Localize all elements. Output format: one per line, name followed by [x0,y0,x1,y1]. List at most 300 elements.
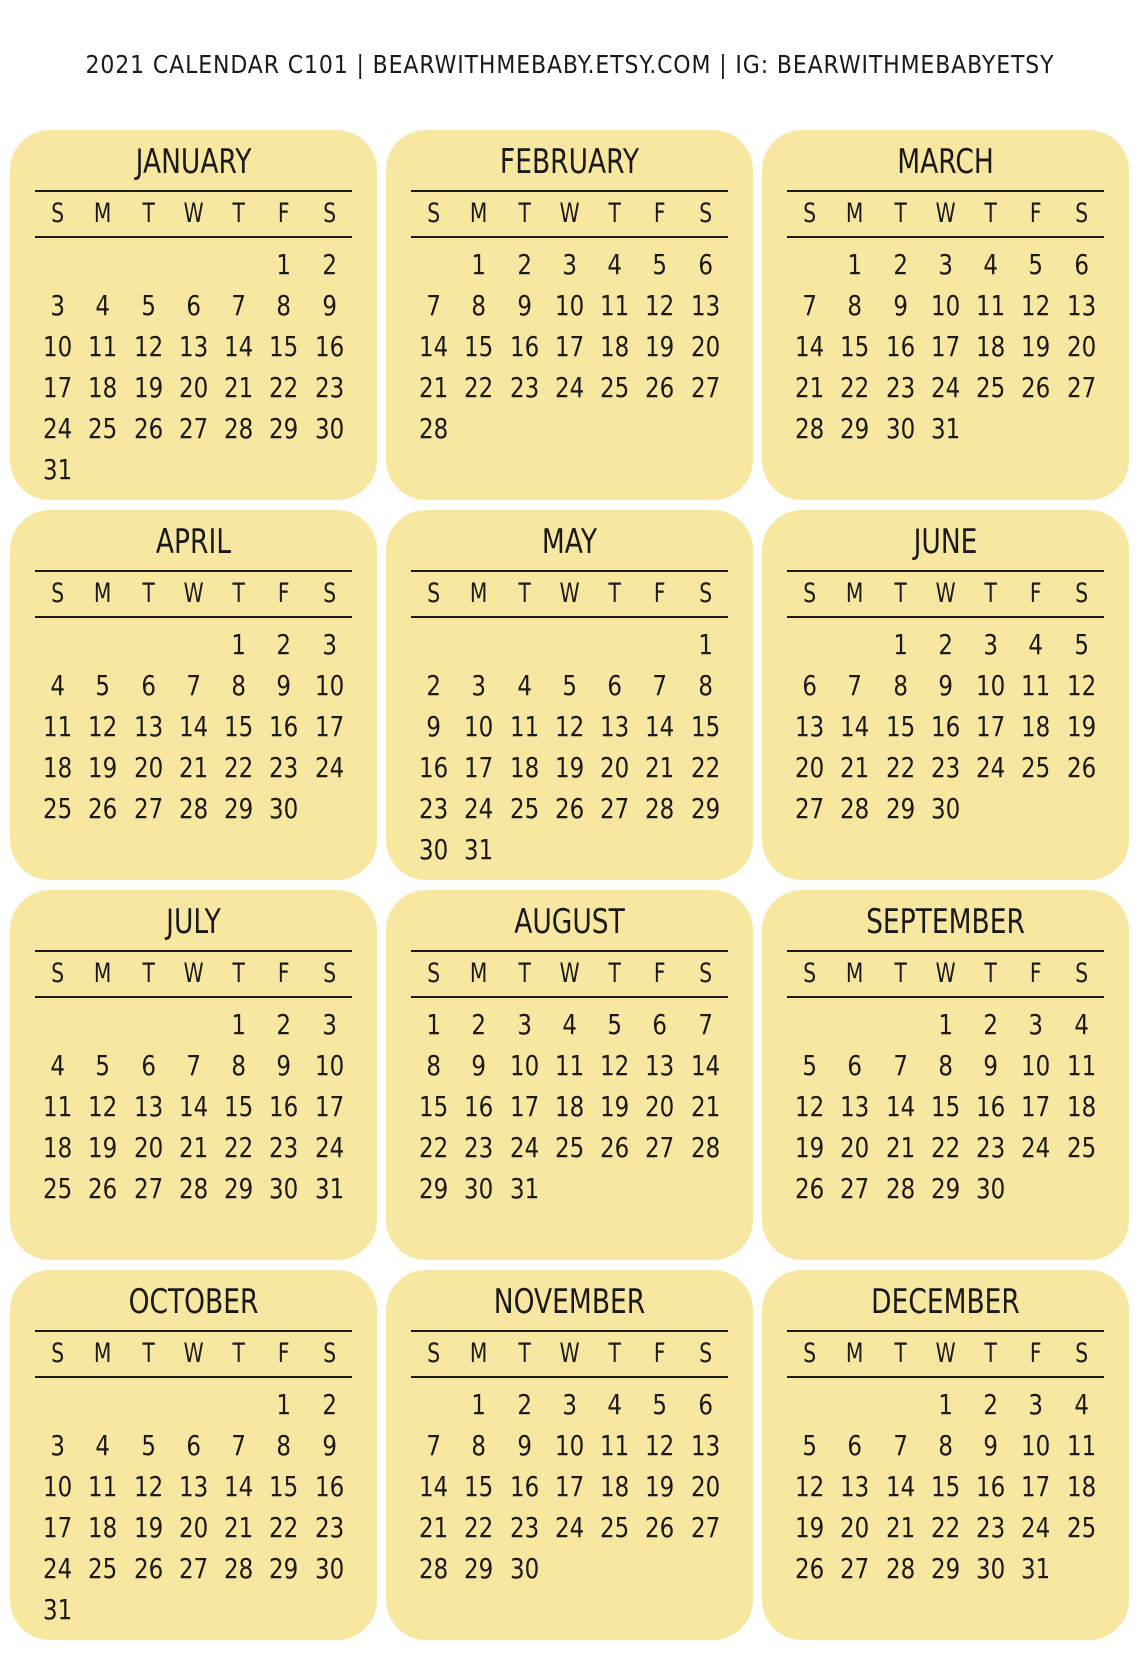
day-number: 23 [976,1511,1006,1544]
empty-cell [80,624,125,665]
day-number: 25 [600,371,630,404]
day-number: 11 [600,1429,630,1462]
day-number: 31 [930,412,961,445]
day-number: 1 [231,628,247,661]
day-number: 19 [133,371,163,404]
day-number: 25 [1066,1511,1096,1544]
day-number: 12 [645,1429,675,1462]
day-number: 21 [885,1511,915,1544]
day-number: 22 [419,1131,449,1164]
day-number: 4 [983,248,999,281]
weekday-label: T [142,1338,155,1369]
day-number: 26 [645,1511,675,1544]
day-number: 2 [983,1008,999,1041]
day-number: 30 [419,833,449,866]
day-number: 5 [140,1429,156,1462]
day-number: 21 [224,1511,254,1544]
day-number: 1 [938,1388,953,1421]
weekday-label: M [846,578,864,609]
day-number: 30 [976,1172,1006,1205]
weekday-label: W [935,198,956,229]
day-number: 28 [645,792,675,825]
day-number: 21 [419,1511,449,1544]
day-number: 25 [554,1131,585,1164]
weekday-label: T [142,578,155,609]
day-grid [411,618,728,870]
day-number: 16 [314,1470,344,1503]
weekday-label: W [559,198,580,229]
day-number: 31 [314,1172,344,1205]
empty-cell [502,624,547,665]
month-title: SEPTEMBER [866,902,1025,942]
day-number: 8 [847,289,863,322]
weekday-label: T [518,198,531,229]
day-number: 2 [322,1388,337,1421]
day-number: 2 [983,1388,999,1421]
month-title: APRIL [155,522,232,562]
day-number: 9 [983,1429,999,1462]
day-number: 13 [840,1090,870,1123]
empty-cell [787,244,832,285]
weekday-label: S [698,958,712,989]
day-number: 11 [88,1470,118,1503]
day-number: 26 [1021,371,1051,404]
day-number: 15 [464,1470,494,1503]
day-number: 18 [1066,1090,1096,1123]
day-number: 20 [645,1090,675,1123]
day-number: 18 [554,1090,585,1123]
day-number: 20 [795,751,825,784]
day-number: 22 [930,1511,961,1544]
day-number: 19 [795,1511,825,1544]
day-grid [35,238,352,490]
weekday-label: F [654,958,666,989]
day-grid [787,238,1104,449]
weekday-label: W [559,1338,580,1369]
day-number: 28 [885,1552,915,1585]
day-number: 27 [690,371,720,404]
day-number: 21 [178,1131,209,1164]
day-number: 11 [1021,669,1051,702]
day-number: 21 [645,751,675,784]
day-number: 16 [509,330,539,363]
day-number: 13 [690,1429,720,1462]
day-number: 26 [600,1131,630,1164]
day-number: 30 [885,412,915,445]
day-number: 15 [464,330,494,363]
day-number: 15 [269,1470,299,1503]
month-card-july [10,890,377,1260]
day-number: 3 [50,1429,65,1462]
day-number: 3 [562,1388,577,1421]
day-number: 7 [231,289,247,322]
day-number: 27 [600,792,630,825]
month-title: MAY [541,522,598,562]
day-number: 20 [600,751,630,784]
day-number: 26 [795,1552,825,1585]
weekday-label: S [698,578,712,609]
month-card-november [386,1270,753,1640]
day-grid [35,998,352,1209]
month-card-april [10,510,377,880]
weekday-label: T [984,198,997,229]
month-card-march [762,130,1129,500]
day-number: 3 [471,669,487,702]
weekday-header [787,950,1104,998]
weekday-label: M [846,198,864,229]
day-number: 24 [554,371,585,404]
day-number: 11 [976,289,1006,322]
day-number: 14 [419,1470,449,1503]
weekday-label: T [608,578,621,609]
day-number: 28 [178,1172,209,1205]
day-number: 19 [554,751,585,784]
day-number: 11 [43,1090,73,1123]
day-number: 8 [938,1429,953,1462]
weekday-label: M [470,958,488,989]
day-number: 7 [186,669,201,702]
day-number: 30 [269,1172,299,1205]
day-number: 21 [178,751,209,784]
empty-cell [787,624,832,665]
empty-cell [411,624,456,665]
day-number: 13 [133,1090,163,1123]
day-number: 27 [840,1172,870,1205]
empty-cell [171,244,216,285]
day-number: 6 [698,1388,713,1421]
day-number: 1 [471,248,487,281]
month-title: OCTOBER [128,1282,259,1322]
day-number: 1 [698,628,713,661]
day-number: 12 [133,1470,163,1503]
day-number: 13 [690,289,720,322]
weekday-header [35,570,352,618]
day-number: 19 [1066,710,1096,743]
weekday-header [411,570,728,618]
weekday-label: F [1030,1338,1042,1369]
weekday-label: T [608,1338,621,1369]
day-number: 1 [471,1388,487,1421]
weekday-label: M [94,958,112,989]
day-number: 5 [562,669,577,702]
day-number: 8 [892,669,908,702]
empty-cell [126,244,171,285]
day-number: 18 [600,330,630,363]
day-number: 17 [1021,1090,1051,1123]
day-number: 20 [690,1470,720,1503]
day-number: 2 [938,628,953,661]
day-number: 25 [600,1511,630,1544]
day-number: 19 [1021,330,1051,363]
month-card-june [762,510,1129,880]
day-number: 25 [88,1552,118,1585]
day-number: 15 [419,1090,449,1123]
day-number: 23 [509,1511,539,1544]
empty-cell [878,1384,923,1425]
day-number: 6 [607,669,623,702]
day-number: 19 [645,330,675,363]
day-number: 2 [892,248,908,281]
day-number: 13 [178,1470,209,1503]
weekday-label: W [183,198,204,229]
day-number: 25 [43,1172,73,1205]
day-number: 23 [314,1511,344,1544]
day-number: 6 [802,669,817,702]
day-number: 11 [88,330,118,363]
day-grid [787,618,1104,829]
day-number: 17 [554,1470,585,1503]
day-number: 15 [930,1090,961,1123]
day-number: 31 [43,453,73,486]
day-number: 10 [43,330,73,363]
empty-cell [35,1384,80,1425]
day-number: 15 [840,330,870,363]
day-number: 7 [698,1008,713,1041]
day-number: 25 [88,412,118,445]
day-number: 16 [976,1090,1006,1123]
day-number: 5 [1028,248,1044,281]
weekday-label: S [698,1338,712,1369]
day-number: 18 [88,1511,118,1544]
day-number: 9 [276,1049,292,1082]
day-number: 14 [178,710,209,743]
day-number: 23 [269,751,299,784]
month-card-december [762,1270,1129,1640]
day-number: 28 [795,412,825,445]
day-number: 19 [795,1131,825,1164]
day-number: 3 [1028,1388,1044,1421]
weekday-label: W [183,578,204,609]
day-number: 20 [840,1131,870,1164]
empty-cell [456,624,501,665]
day-number: 16 [269,1090,299,1123]
day-number: 24 [1021,1511,1051,1544]
day-number: 26 [88,792,118,825]
day-number: 2 [276,628,292,661]
day-number: 4 [607,1388,623,1421]
day-number: 26 [645,371,675,404]
day-number: 12 [133,330,163,363]
day-number: 30 [314,412,344,445]
day-number: 27 [1066,371,1096,404]
weekday-label: S [51,578,65,609]
day-number: 7 [802,289,817,322]
day-number: 21 [419,371,449,404]
weekday-header [411,950,728,998]
day-number: 2 [516,248,532,281]
weekday-label: T [142,198,155,229]
day-number: 7 [892,1049,908,1082]
day-number: 19 [133,1511,163,1544]
day-number: 22 [269,1511,299,1544]
day-number: 22 [224,751,254,784]
day-number: 17 [554,330,585,363]
weekday-label: M [470,1338,488,1369]
day-number: 23 [419,792,449,825]
empty-cell [787,1004,832,1045]
weekday-label: S [1074,958,1088,989]
day-number: 29 [224,1172,254,1205]
month-card-january [10,130,377,500]
day-number: 25 [43,792,73,825]
day-number: 9 [426,710,441,743]
weekday-label: S [698,198,712,229]
day-number: 9 [516,289,532,322]
day-number: 20 [1066,330,1096,363]
weekday-label: T [608,198,621,229]
day-number: 1 [938,1008,953,1041]
day-number: 19 [88,1131,118,1164]
day-number: 14 [224,1470,254,1503]
day-number: 30 [930,792,961,825]
month-card-october [10,1270,377,1640]
day-number: 29 [269,1552,299,1585]
day-grid [411,998,728,1209]
day-number: 11 [554,1049,585,1082]
weekday-label: T [518,1338,531,1369]
empty-cell [80,244,125,285]
day-number: 15 [224,710,254,743]
day-number: 23 [930,751,961,784]
weekday-label: F [654,1338,666,1369]
weekday-label: F [278,958,290,989]
weekday-label: S [803,578,817,609]
day-number: 3 [938,248,953,281]
day-number: 25 [1021,751,1051,784]
empty-cell [592,624,637,665]
day-number: 13 [1066,289,1096,322]
day-number: 14 [885,1090,915,1123]
day-number: 8 [231,669,247,702]
day-number: 22 [690,751,720,784]
day-number: 17 [464,751,494,784]
day-number: 7 [652,669,668,702]
day-number: 2 [516,1388,532,1421]
day-number: 26 [1066,751,1096,784]
weekday-header [411,1330,728,1378]
day-number: 27 [178,1552,209,1585]
day-number: 24 [314,1131,344,1164]
day-number: 5 [802,1049,817,1082]
weekday-label: W [935,578,956,609]
day-number: 22 [840,371,870,404]
day-number: 14 [885,1470,915,1503]
day-number: 11 [509,710,539,743]
weekday-label: S [427,1338,441,1369]
day-number: 24 [1021,1131,1051,1164]
weekday-label: M [94,198,112,229]
day-number: 8 [471,1429,487,1462]
empty-cell [787,1384,832,1425]
day-number: 11 [600,289,630,322]
day-number: 24 [43,412,73,445]
day-number: 29 [930,1172,961,1205]
day-number: 20 [840,1511,870,1544]
day-number: 2 [426,669,441,702]
day-number: 18 [600,1470,630,1503]
page-header: 2021 CALENDAR C101 | BEARWITHMEBABY.ETSY.COM | IG: BEARWITHMEBABYETSY [85,50,1055,79]
month-title: AUGUST [514,902,625,942]
day-number: 10 [43,1470,73,1503]
empty-cell [80,1004,125,1045]
weekday-label: T [894,1338,907,1369]
weekday-label: F [1030,198,1042,229]
empty-cell [832,624,877,665]
day-number: 14 [690,1049,720,1082]
day-number: 8 [938,1049,953,1082]
day-number: 22 [930,1131,961,1164]
day-number: 30 [314,1552,344,1585]
day-number: 26 [88,1172,118,1205]
day-number: 24 [976,751,1006,784]
weekday-label: S [51,198,65,229]
day-number: 20 [133,1131,163,1164]
day-number: 18 [509,751,539,784]
day-number: 30 [509,1552,539,1585]
day-number: 26 [795,1172,825,1205]
month-card-august [386,890,753,1260]
month-title: FEBRUARY [499,142,640,182]
day-number: 16 [885,330,915,363]
day-number: 10 [976,669,1006,702]
day-number: 7 [426,289,441,322]
day-number: 27 [795,792,825,825]
empty-cell [35,624,80,665]
weekday-label: F [1030,578,1042,609]
day-number: 4 [1074,1008,1089,1041]
day-number: 10 [554,289,585,322]
day-number: 29 [840,412,870,445]
day-number: 7 [426,1429,441,1462]
empty-cell [126,1384,171,1425]
day-number: 19 [645,1470,675,1503]
day-number: 12 [600,1049,630,1082]
weekday-header [35,950,352,998]
day-number: 1 [847,248,863,281]
weekday-label: W [183,958,204,989]
day-number: 16 [509,1470,539,1503]
day-number: 18 [43,751,73,784]
day-number: 9 [892,289,908,322]
day-number: 17 [314,1090,344,1123]
weekday-label: W [935,1338,956,1369]
day-number: 15 [690,710,720,743]
day-number: 18 [976,330,1006,363]
weekday-label: M [94,1338,112,1369]
weekday-label: F [278,1338,290,1369]
day-number: 13 [645,1049,675,1082]
weekday-label: S [322,578,336,609]
day-number: 5 [652,248,668,281]
day-number: 10 [314,1049,344,1082]
empty-cell [35,1004,80,1045]
day-number: 3 [322,1008,337,1041]
day-number: 9 [322,1429,337,1462]
day-number: 23 [885,371,915,404]
day-number: 17 [509,1090,539,1123]
day-number: 27 [133,792,163,825]
day-number: 3 [562,248,577,281]
weekday-label: S [803,198,817,229]
day-number: 15 [269,330,299,363]
day-number: 23 [976,1131,1006,1164]
month-title: JULY [166,902,221,942]
weekday-header [35,190,352,238]
day-number: 27 [133,1172,163,1205]
day-number: 6 [847,1429,863,1462]
day-number: 31 [1021,1552,1051,1585]
day-number: 12 [554,710,585,743]
